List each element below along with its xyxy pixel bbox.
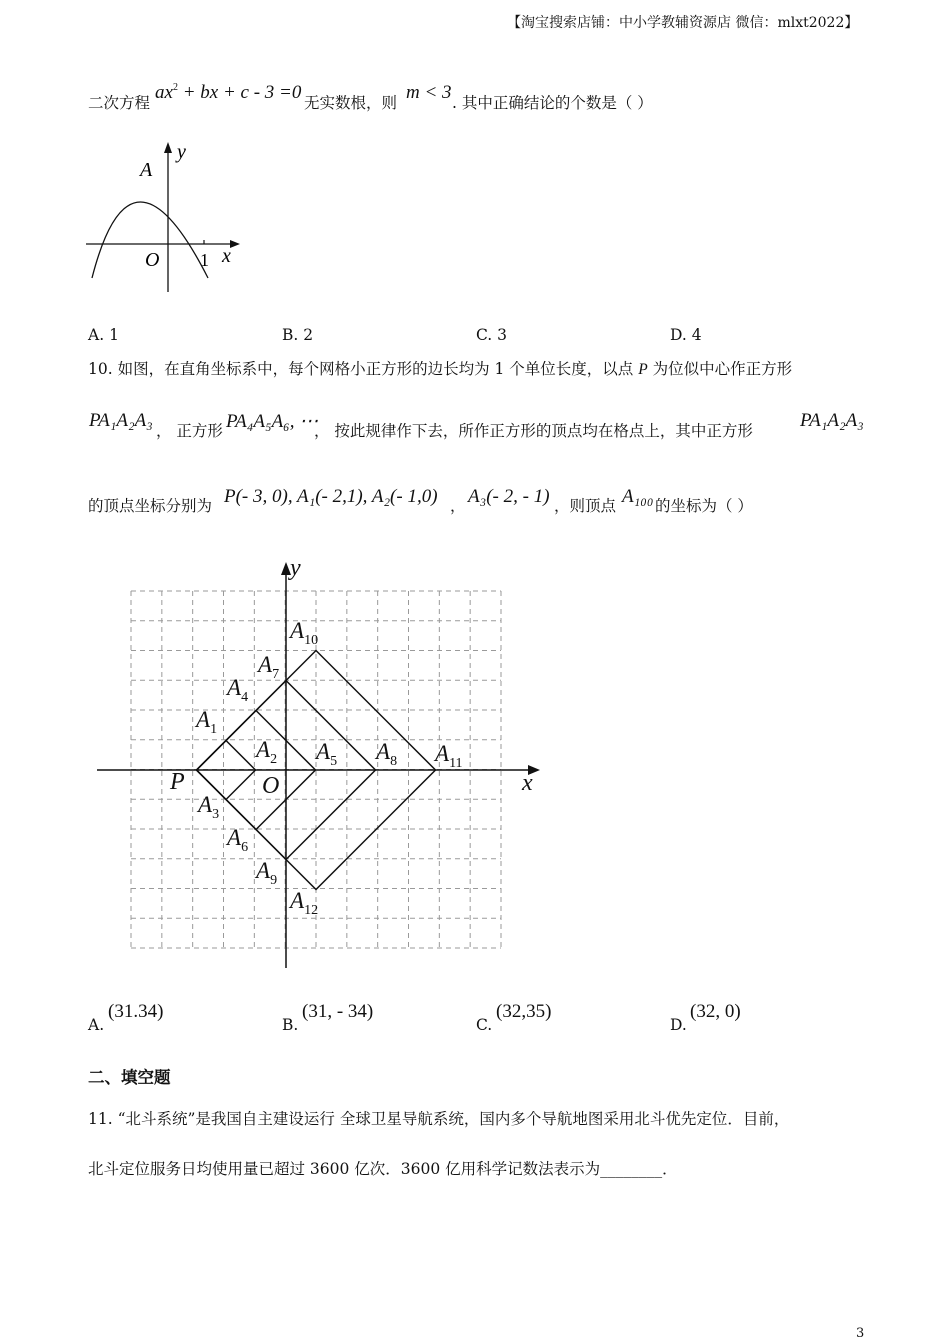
q10-option-d-value[interactable]: (32, 0) [690,1001,741,1022]
q10-option-a-value[interactable]: (31.34) [108,1001,164,1022]
q10-option-b-letter[interactable]: B. [282,1016,299,1034]
q10-line3-end: 的坐标为（ ） [655,497,753,515]
q9-option-c[interactable]: C. 3 [476,326,508,344]
q9-condition: m < 3 [406,82,452,103]
q9-label-x: x [222,245,231,267]
q10-line3-mid: ，则顶点 [554,497,617,515]
q10-option-c-value[interactable]: (32,35) [496,1001,552,1022]
vertex-label-a9: $A_9$ [256,858,278,888]
vertex-label-a7: $A_7$ [258,652,280,682]
section-title-fill-in: 二、填空题 [88,1068,171,1087]
q10-square3: PA₁A₂A₃ [800,410,864,431]
q11-line1: 11. “北斗系统”是我国自主建设运行 全球卫星导航系统，国内多个导航地图采用北斗优先定位．目前， [88,1110,790,1128]
q10-coords-p: P(- 3, 0), A₁(- 2,1), A₂(- 1,0) [224,486,438,507]
q9-option-b[interactable]: B. 2 [282,326,314,344]
axis-y-label: y [290,555,301,581]
q10-option-b-value[interactable]: (31, - 34) [302,1001,374,1022]
q9-suffix: . 其中正确结论的个数是（ ） [452,94,653,112]
q9-label-O: O [145,249,160,271]
q10-square-figure [92,552,542,972]
vertex-label-a6: $A_6$ [227,825,249,855]
vertex-label-a12: $A_{12}$ [290,888,319,918]
q10-line1: 10. 如图，在直角坐标系中，每个网格小正方形的边长均为 1 个单位长度，以点 P 为位似中心作正方形 [88,360,793,378]
vertex-label-a2: $A_2$ [256,737,278,767]
q9-label-y: y [177,141,186,163]
q9-equation: $ax^2$ + bx + c - 3 =0 [155,82,302,103]
q9-option-d[interactable]: D. 4 [670,326,702,344]
q10-square2: PA₄A₅A₆, ⋯ [226,411,319,432]
vertex-label-a4: $A_4$ [227,675,249,705]
q10-comma2: ， [450,497,466,515]
origin-label: O [262,773,280,799]
vertex-label-a10: $A_{10}$ [290,618,319,648]
vertex-label-a5: $A_5$ [316,739,338,769]
q10-square1: PA₁A₂A₃ [89,410,153,431]
q10-line3-prefix: 的顶点坐标分别为 [88,497,213,515]
q9-option-a[interactable]: A. 1 [88,326,119,344]
point-p-label: P [170,769,185,795]
q11-line2: 北斗定位服务日均使用量已超过 3600 亿次．3600 亿用科学记数法表示为________． [88,1160,678,1178]
vertex-label-a1: $A_1$ [196,707,218,737]
q10-coord-a3: A₃(- 2, - 1) [468,486,550,507]
q10-line2-mid: ， 按此规律作下去，所作正方形的顶点均在格点上，其中正方形 [314,422,753,440]
q9-mid-text: 无实数根，则 [304,94,398,112]
q9-label-A: A [140,159,153,181]
q10-option-c-letter[interactable]: C. [476,1016,493,1034]
q9-parabola-graph [82,136,252,298]
q10-option-d-letter[interactable]: D. [670,1016,687,1034]
vertex-label-a8: $A_8$ [376,739,398,769]
page-header: 【淘宝搜索店铺：中小学教辅资源店 微信：mlxt2022】 [507,15,859,31]
q10-option-a-letter[interactable]: A. [88,1016,105,1034]
vertex-label-a3: $A_3$ [198,792,220,822]
q10-comma1: ， 正方形 [156,422,223,440]
q9-label-1: 1 [200,250,209,270]
axis-x-label: x [522,770,533,796]
q9-line-prefix: 二次方程 [88,94,151,112]
q10-a100: A₁₀₀ [622,486,654,507]
page-number: 3 [856,1326,865,1341]
vertex-label-a11: $A_{11}$ [435,741,463,771]
